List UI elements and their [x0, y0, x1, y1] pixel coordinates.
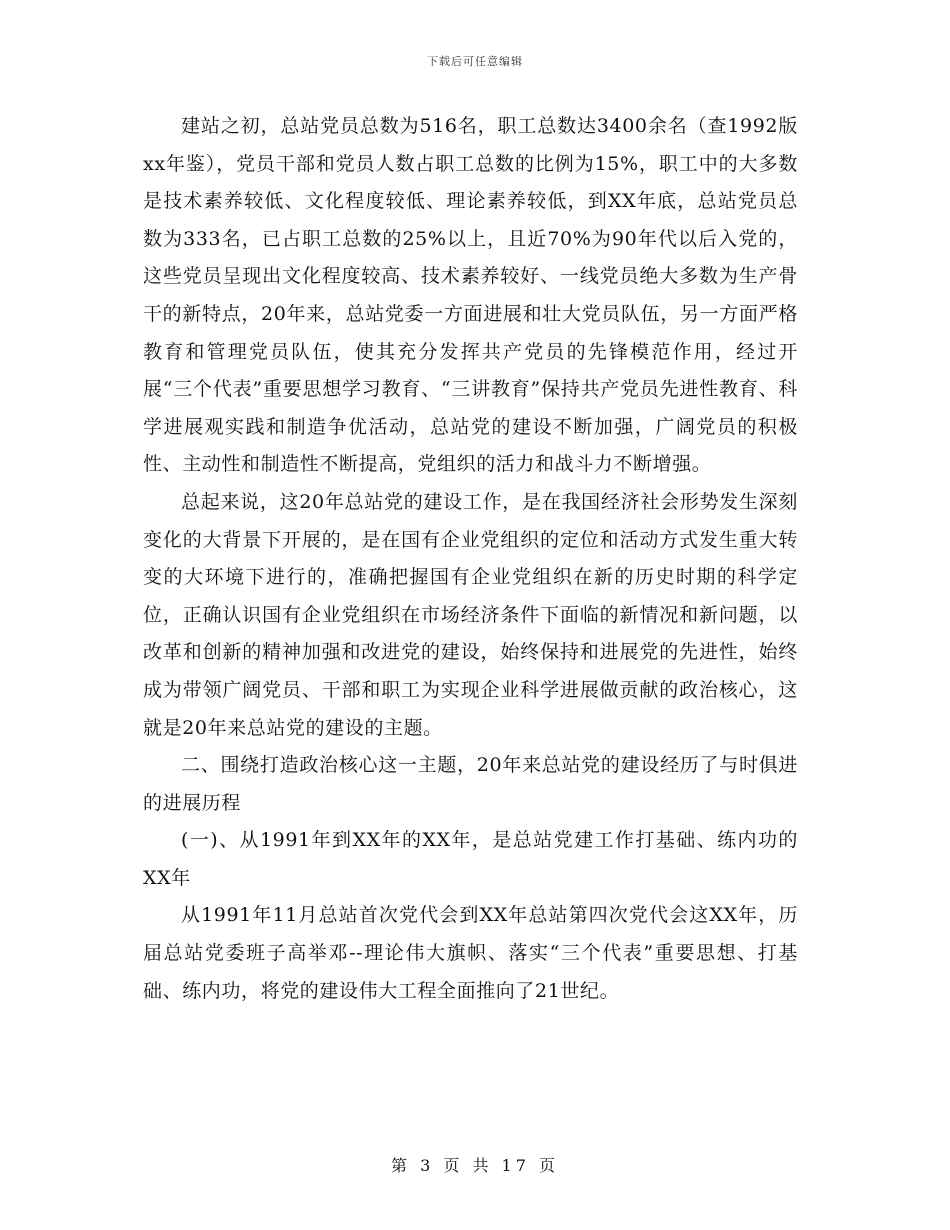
- paragraph-summary: 总起来说，这20年总站党的建设工作，是在我国经济社会形势发生深刻变化的大背景下开展的，是在国有企业党组织的定位和活动方式发生重大转变的大环境下进行的，准确把握国有企业党组织在新的历史时期的科学定位，正确认识国有企业党组织在市场经济条件下面临的新情况和新问题，以改革和创新的精神加强和改进党的建设，始终保持和进展党的先进性，始终成为带领广阔党员、干部和职工为实现企业科学进展做贡献的政治核心，这就是20年来总站党的建设的主题。: [143, 490, 798, 739]
- page-number: 第 3 页 共 17 页: [391, 1156, 559, 1175]
- section-heading-2: 二、围绕打造政治核心这一主题，20年来总站党的建设经历了与时俱进的进展历程: [143, 754, 798, 814]
- paragraph-history: 从1991年11月总站首次党代会到XX年总站第四次党代会这XX年，历届总站党委班子高举邓--理论伟大旗帜、落实“三个代表”重要思想、打基础、练内功，将党的建设伟大工程全面推向了21世纪。: [143, 904, 798, 1002]
- paragraph-party-membership: 建站之初，总站党员总数为516名，职工总数达3400余名（查1992版xx年鉴），党员干部和党员人数占职工总数的比例为15%，职工中的大多数是技术素养较低、文化程度较低、理论素养较低，到XX年底，总站党员总数为333名，已占职工总数的25%以上，且近70%为90年代以后入党的，这些党员呈现出文化程度较高、技术素养较好、一线党员绝大多数为生产骨干的新特点，20年来，总站党委一方面进展和壮大党员队伍，另一方面严格教育和管理党员队伍，使其充分发挥共产党员的先锋模范作用，经过开展“三个代表”重要思想学习教育、“三讲教育”保持共产党员先进性教育、科学进展观实践和制造争优活动，总站党的建设不断加强，广阔党员的积极性、主动性和制造性不断提高，党组织的活力和战斗力不断增强。: [143, 115, 798, 476]
- subsection-heading-1: (一)、从1991年到XX年的XX年，是总站党建工作打基础、练内功的XX年: [143, 829, 798, 889]
- document-body: [143, 108, 798, 1010]
- page-header: 下载后可任意编辑: [427, 55, 523, 68]
